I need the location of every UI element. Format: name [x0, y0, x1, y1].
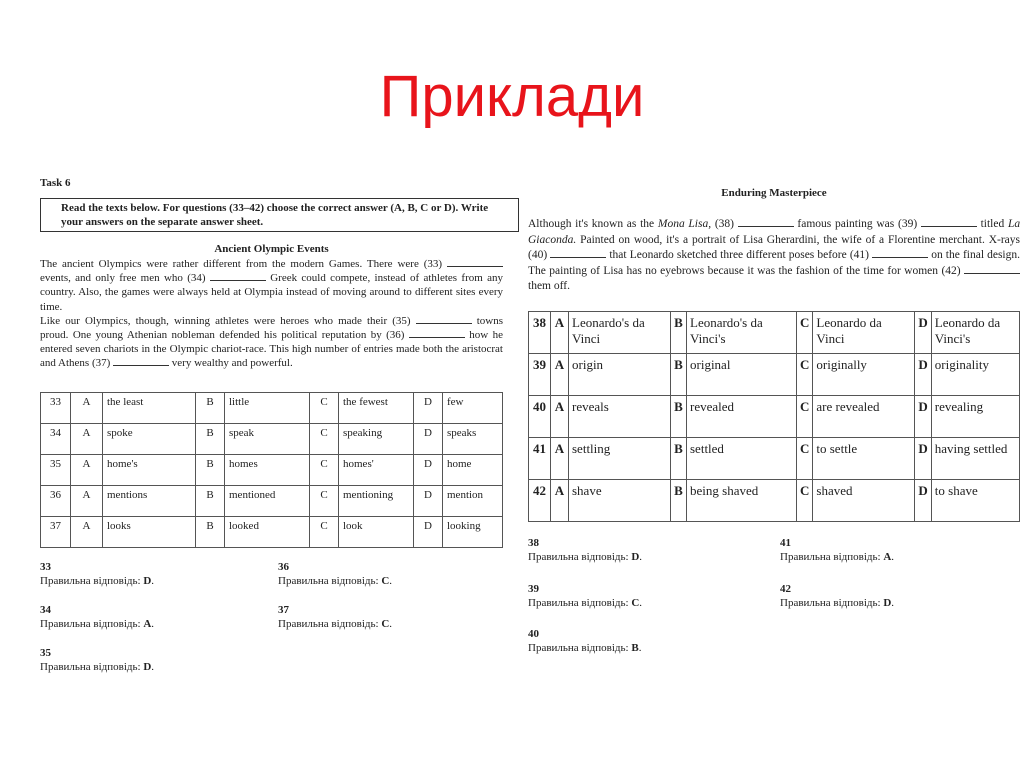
option-row [41, 455, 503, 486]
gap-blank [409, 328, 465, 338]
option-text-cell: mention [443, 486, 503, 517]
option-text-cell: homes [225, 455, 310, 486]
answer-dot: . [151, 618, 155, 630]
option-letter-cell: B [196, 517, 225, 548]
gap-blank [738, 217, 794, 227]
option-row [41, 486, 503, 517]
option-text-cell: to settle [813, 438, 915, 480]
option-letter-cell: D [915, 480, 931, 522]
option-letter-cell: A [71, 393, 103, 424]
answer-question-number: 40 [528, 628, 539, 640]
question-number-cell: 41 [529, 438, 551, 480]
left-passage [40, 257, 503, 371]
passage-text: famous painting was [797, 218, 895, 230]
answer-dot: . [639, 597, 643, 609]
option-text-cell: being shaved [687, 480, 797, 522]
option-text-cell: home's [103, 455, 196, 486]
answer-label: Правильна відповідь: [528, 642, 629, 654]
option-text-cell: spoke [103, 424, 196, 455]
option-letter-cell: D [915, 396, 931, 438]
answer-dot: . [639, 551, 643, 563]
option-text-cell: Leonardo da Vinci [813, 312, 915, 354]
option-text-cell: homes' [339, 455, 414, 486]
option-text-cell: shaved [813, 480, 915, 522]
option-letter-cell: C [797, 480, 813, 522]
option-letter-cell: A [551, 480, 569, 522]
option-text-cell: shave [569, 480, 671, 522]
option-letter-cell: C [797, 312, 813, 354]
answer-label: Правильна відповідь: [528, 597, 629, 609]
option-letter-cell: A [551, 438, 569, 480]
option-row [41, 424, 503, 455]
answer-label: Правильна відповідь: [40, 575, 141, 587]
left-paragraph-2 [40, 314, 503, 371]
answer-dot: . [151, 575, 155, 587]
option-letter-cell: D [414, 424, 443, 455]
option-text-cell: mentioned [225, 486, 310, 517]
option-text-cell: revealed [687, 396, 797, 438]
gap-number: (41) [849, 249, 870, 261]
answer-question-number: 38 [528, 537, 539, 549]
option-text-cell: having settled [931, 438, 1019, 480]
option-text-cell: mentioning [339, 486, 414, 517]
option-letter-cell: B [671, 354, 687, 396]
answer-block [40, 646, 154, 674]
option-letter-cell: C [310, 455, 339, 486]
option-letter-cell: D [915, 354, 931, 396]
option-letter-cell: C [797, 354, 813, 396]
option-letter-cell: A [71, 455, 103, 486]
option-letter-cell: B [196, 455, 225, 486]
option-text-cell: origin [569, 354, 671, 396]
left-answer-table [40, 392, 503, 548]
option-text-cell: looking [443, 517, 503, 548]
option-row [529, 354, 1020, 396]
answer-dot: . [891, 597, 895, 609]
gap-blank [872, 248, 928, 258]
option-text-cell: speak [225, 424, 310, 455]
answer-label: Правильна відповідь: [40, 618, 141, 630]
passage-text: Painted on wood, it's a portrait of Lisa Gherardini, the wife of a Florentine merchant. X-rays [580, 233, 1020, 246]
option-text-cell: revealing [931, 396, 1019, 438]
passage-italic: Mona Lisa, [657, 218, 712, 230]
answer-value: C [381, 618, 390, 630]
answer-question-number: 41 [780, 537, 791, 549]
question-number-cell: 40 [529, 396, 551, 438]
option-letter-cell: D [414, 517, 443, 548]
answer-block [528, 536, 642, 564]
gap-blank [416, 314, 472, 324]
answer-value: D [883, 597, 892, 609]
answer-value: D [631, 551, 640, 563]
gap-number: (40) [528, 249, 548, 261]
gap-blank [447, 257, 503, 267]
answer-value: A [883, 551, 892, 563]
option-text-cell: looked [225, 517, 310, 548]
gap-blank [921, 217, 977, 227]
option-text-cell: looks [103, 517, 196, 548]
option-text-cell: few [443, 393, 503, 424]
answer-question-number: 36 [278, 561, 289, 573]
right-text-title: Enduring Masterpiece [721, 187, 827, 199]
answer-block [528, 582, 642, 610]
passage-text: on the final design. The painting of Lisa has no eyebrows because it was the fashion of the time for women [528, 249, 1021, 277]
answer-label: Правильна відповідь: [780, 597, 881, 609]
answer-question-number: 42 [780, 583, 791, 595]
option-text-cell: originally [813, 354, 915, 396]
option-letter-cell: B [671, 438, 687, 480]
answer-block [528, 627, 641, 655]
answer-block [278, 603, 392, 631]
option-letter-cell: D [414, 393, 443, 424]
answer-dot: . [891, 551, 895, 563]
option-text-cell: mentions [103, 486, 196, 517]
option-text-cell: look [339, 517, 414, 548]
gap-number: (36) [386, 329, 405, 342]
instructions-box: Read the texts below. For questions (33–42) choose the correct answer (A, B, C or D). Write your answers on the separate answer sheet. [40, 198, 519, 232]
option-text-cell: settling [569, 438, 671, 480]
right-passage [528, 217, 1020, 295]
answer-question-number: 39 [528, 583, 539, 595]
answer-value: A [143, 618, 152, 630]
option-text-cell: Leonardo's da Vinci's [687, 312, 797, 354]
option-text-cell: Leonardo's da Vinci [569, 312, 671, 354]
question-number-cell: 37 [41, 517, 71, 548]
answer-value: D [143, 661, 152, 673]
answer-label: Правильна відповідь: [278, 575, 379, 587]
answer-value: C [631, 597, 640, 609]
passage-text: them off. [528, 280, 570, 292]
option-text-cell: settled [687, 438, 797, 480]
option-row [529, 480, 1020, 522]
passage-text: that Leonardo sketched three different poses before [609, 249, 847, 261]
option-text-cell: Leonardo da Vinci's [931, 312, 1019, 354]
answer-question-number: 33 [40, 561, 51, 573]
passage-text: The ancient Olympics were rather different from the modern Games. There were [40, 258, 419, 270]
question-number-cell: 33 [41, 393, 71, 424]
answer-value: C [381, 575, 390, 587]
option-row [529, 438, 1020, 480]
question-number-cell: 35 [41, 455, 71, 486]
option-letter-cell: A [551, 312, 569, 354]
gap-number: (38) [714, 218, 734, 230]
answer-dot: . [151, 661, 155, 673]
passage-text: very wealthy and powerful. [171, 357, 293, 370]
answer-label: Правильна відповідь: [528, 551, 629, 563]
option-letter-cell: C [310, 486, 339, 517]
option-text-cell: little [225, 393, 310, 424]
task-label: Task 6 [40, 177, 71, 189]
option-letter-cell: C [797, 396, 813, 438]
gap-number: (37) [91, 357, 111, 370]
gap-blank [113, 356, 169, 366]
question-number-cell: 42 [529, 480, 551, 522]
option-row [529, 312, 1020, 354]
gap-number: (35) [392, 314, 411, 327]
gap-blank [550, 248, 606, 258]
gap-blank [210, 271, 266, 281]
answer-question-number: 35 [40, 647, 51, 659]
passage-text: towns proud. One young Athenian nobleman defended his political reputation by [40, 314, 504, 342]
option-text-cell: speaking [339, 424, 414, 455]
option-letter-cell: B [671, 396, 687, 438]
option-letter-cell: C [310, 393, 339, 424]
option-letter-cell: B [196, 486, 225, 517]
option-letter-cell: A [551, 396, 569, 438]
option-letter-cell: A [71, 486, 103, 517]
answer-label: Правильна відповідь: [278, 618, 379, 630]
question-number-cell: 38 [529, 312, 551, 354]
option-text-cell: the fewest [339, 393, 414, 424]
left-paragraph-1 [40, 257, 503, 314]
option-text-cell: speaks [443, 424, 503, 455]
option-letter-cell: B [671, 480, 687, 522]
option-letter-cell: D [414, 455, 443, 486]
answer-block [780, 536, 894, 564]
answer-block [278, 560, 392, 588]
option-text-cell: are revealed [813, 396, 915, 438]
question-number-cell: 36 [41, 486, 71, 517]
question-number-cell: 39 [529, 354, 551, 396]
answer-value: D [143, 575, 152, 587]
passage-text: events, and only free men who [40, 272, 183, 285]
question-number-cell: 34 [41, 424, 71, 455]
gap-number: (33) [423, 258, 443, 270]
option-letter-cell: A [551, 354, 569, 396]
gap-number: (42) [941, 264, 961, 277]
option-letter-cell: C [310, 517, 339, 548]
answer-label: Правильна відповідь: [40, 661, 141, 673]
option-letter-cell: D [915, 312, 931, 354]
passage-text: Although it's known as the [528, 218, 655, 230]
passage-italic: La Giaconda. [528, 218, 1021, 246]
option-letter-cell: D [414, 486, 443, 517]
passage-text: Greek could compete, instead of athletes from any country. Also, the games were always held at Olympia instead of moving around to different sites every time. [40, 272, 504, 313]
option-text-cell: original [687, 354, 797, 396]
answer-dot: . [638, 642, 642, 654]
answer-label: Правильна відповідь: [780, 551, 881, 563]
left-text-title: Ancient Olympic Events [214, 243, 329, 255]
option-text-cell: reveals [569, 396, 671, 438]
gap-number: (39) [897, 218, 918, 230]
answer-value: B [631, 642, 639, 654]
option-text-cell: to shave [931, 480, 1019, 522]
option-letter-cell: A [71, 517, 103, 548]
option-text-cell: home [443, 455, 503, 486]
answer-question-number: 37 [278, 604, 289, 616]
option-letter-cell: B [671, 312, 687, 354]
option-letter-cell: C [797, 438, 813, 480]
answer-dot: . [389, 618, 393, 630]
option-letter-cell: B [196, 424, 225, 455]
option-row [41, 517, 503, 548]
answer-block [40, 560, 154, 588]
option-text-cell: originality [931, 354, 1019, 396]
option-letter-cell: D [915, 438, 931, 480]
option-letter-cell: B [196, 393, 225, 424]
passage-text: how he entered seven chariots in the Olympic chariot-race. This high number of entries made both the aristocrat and Athens [40, 329, 504, 370]
option-row [41, 393, 503, 424]
passage-text: titled [980, 218, 1005, 230]
slide-title: Приклади [379, 64, 645, 129]
passage-text: Like our Olympics, though, winning athletes were heroes who made their [40, 314, 388, 327]
right-answer-table [528, 311, 1020, 522]
gap-number: (34) [187, 272, 206, 285]
option-text-cell: the least [103, 393, 196, 424]
option-row [529, 396, 1020, 438]
answer-block [40, 603, 154, 631]
gap-blank [964, 264, 1020, 274]
answer-question-number: 34 [40, 604, 51, 616]
option-letter-cell: A [71, 424, 103, 455]
answer-dot: . [389, 575, 393, 587]
answer-block [780, 582, 894, 610]
option-letter-cell: C [310, 424, 339, 455]
